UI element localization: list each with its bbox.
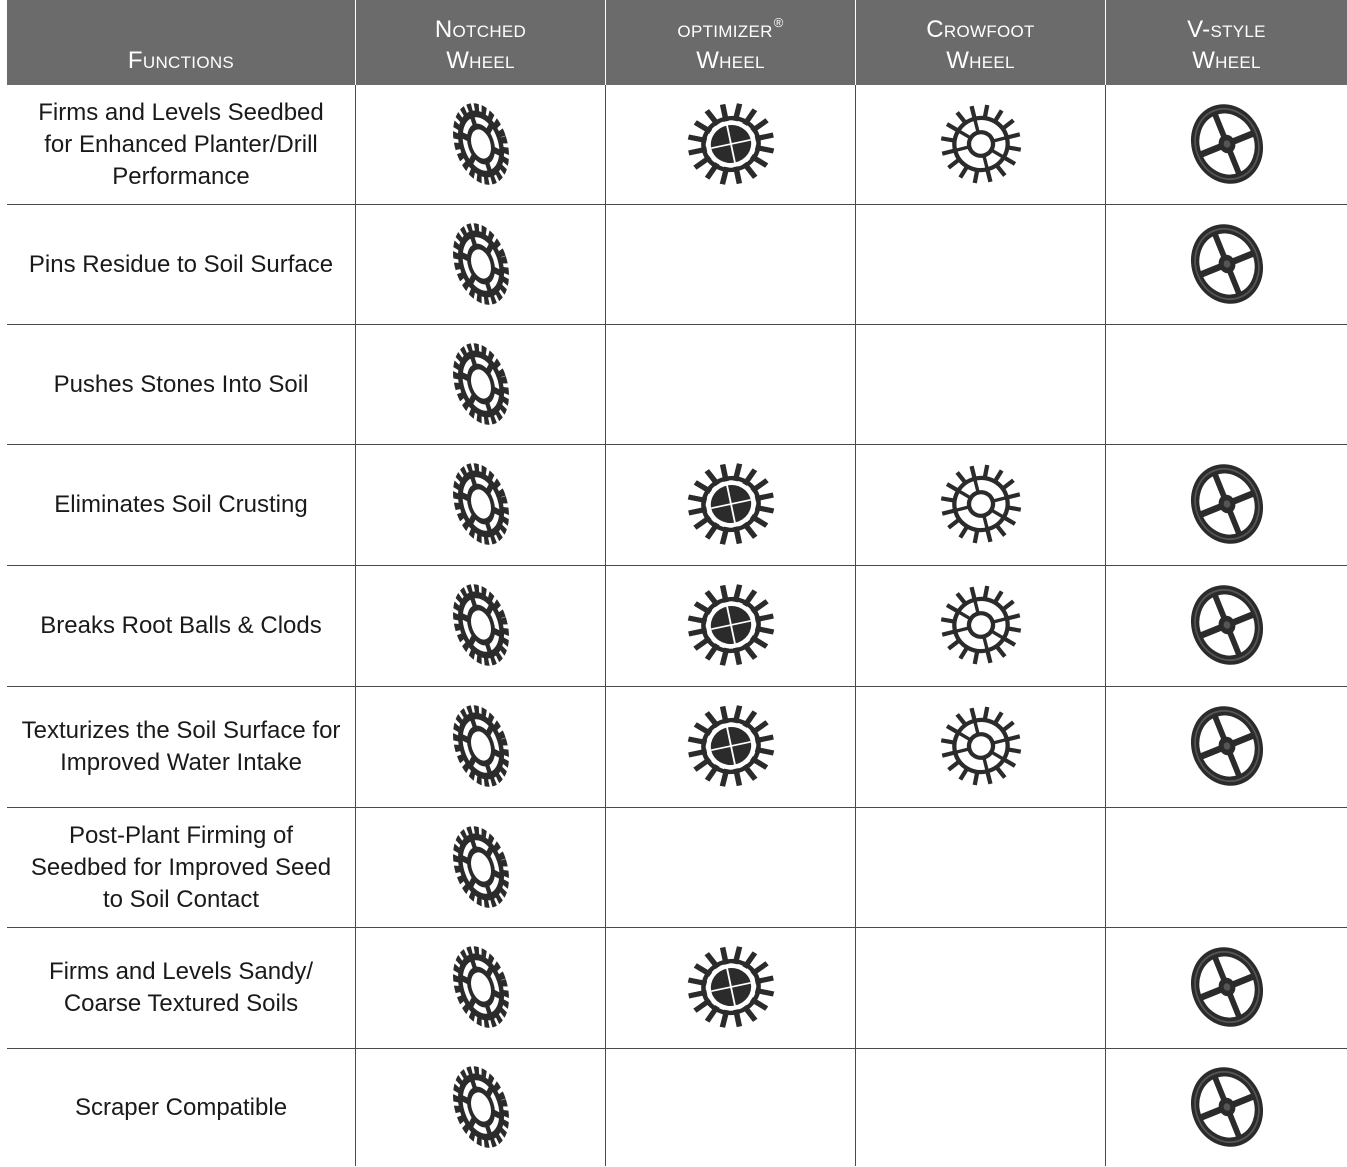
notched-wheel-icon	[441, 222, 521, 308]
header-notched-wheel	[355, 0, 605, 85]
function-cell	[7, 85, 355, 204]
notched-wheel-icon	[441, 825, 521, 911]
table-row	[7, 85, 1347, 205]
table-row	[7, 205, 1347, 325]
v-style-wheel-icon	[1179, 102, 1275, 188]
table-body	[7, 85, 1347, 1166]
notched-cell	[355, 85, 605, 204]
optimizer-cell	[605, 1049, 855, 1166]
vstyle-cell	[1105, 928, 1347, 1048]
header-optimizer-line2: Wheel	[696, 47, 765, 74]
optimizer-wheel-icon	[683, 704, 779, 790]
registered-mark: ®	[773, 15, 784, 30]
notched-cell	[355, 1049, 605, 1166]
notched-cell	[355, 205, 605, 324]
table-row	[7, 808, 1347, 928]
optimizer-wheel-icon	[683, 945, 779, 1031]
v-style-wheel-icon	[1179, 462, 1275, 548]
function-label: Firms and Levels Sandy/ Coarse Textured Soils	[48, 958, 314, 1017]
function-cell	[7, 1049, 355, 1166]
notched-wheel-icon	[441, 583, 521, 669]
header-crowfoot-wheel	[855, 0, 1105, 85]
crowfoot-wheel-icon	[935, 462, 1027, 548]
optimizer-cell	[605, 566, 855, 686]
notched-cell	[355, 566, 605, 686]
crowfoot-cell	[855, 566, 1105, 686]
header-notched-line2: Wheel	[446, 47, 515, 74]
crowfoot-wheel-icon	[935, 102, 1027, 188]
optimizer-cell	[605, 445, 855, 565]
header-optimizer-line1: optimizer	[677, 16, 773, 43]
optimizer-cell	[605, 808, 855, 927]
vstyle-cell	[1105, 687, 1347, 807]
vstyle-cell	[1105, 325, 1347, 444]
notched-wheel-icon	[441, 704, 521, 790]
notched-wheel-icon	[441, 462, 521, 548]
function-cell	[7, 205, 355, 324]
header-functions	[7, 0, 355, 85]
table-row	[7, 1049, 1347, 1166]
function-label: Post-Plant Firming of Seedbed for Improved Seed to Soil Contact	[30, 821, 332, 913]
notched-wheel-icon	[441, 342, 521, 428]
vstyle-cell	[1105, 1049, 1347, 1166]
crowfoot-cell	[855, 325, 1105, 444]
crowfoot-cell	[855, 445, 1105, 565]
header-notched-line1: Notched	[434, 16, 527, 43]
function-label: Eliminates Soil Crusting	[54, 491, 308, 518]
function-cell	[7, 445, 355, 565]
notched-cell	[355, 808, 605, 927]
optimizer-cell	[605, 325, 855, 444]
header-crowfoot-line2: Wheel	[946, 47, 1015, 74]
optimizer-cell	[605, 687, 855, 807]
function-cell	[7, 566, 355, 686]
vstyle-cell	[1105, 85, 1347, 204]
header-v-style-wheel	[1105, 0, 1347, 85]
function-cell	[7, 687, 355, 807]
optimizer-cell	[605, 85, 855, 204]
crowfoot-wheel-icon	[935, 583, 1027, 669]
function-cell	[7, 808, 355, 927]
notched-cell	[355, 325, 605, 444]
function-label: Pins Residue to Soil Surface	[28, 250, 334, 278]
table-row	[7, 687, 1347, 808]
crowfoot-wheel-icon	[935, 704, 1027, 790]
header-functions-label: Functions	[127, 47, 235, 74]
v-style-wheel-icon	[1179, 583, 1275, 669]
optimizer-cell	[605, 205, 855, 324]
table-row	[7, 445, 1347, 566]
crowfoot-cell	[855, 687, 1105, 807]
notched-wheel-icon	[441, 1065, 521, 1151]
function-label: Texturizes the Soil Surface for Improved Water Intake	[21, 717, 341, 776]
vstyle-cell	[1105, 445, 1347, 565]
function-label: Scraper Compatible	[74, 1093, 288, 1121]
function-label: Breaks Root Balls & Clods	[40, 612, 322, 639]
v-style-wheel-icon	[1179, 1065, 1275, 1151]
table-row	[7, 566, 1347, 687]
table-row	[7, 325, 1347, 445]
table-header	[7, 0, 1347, 85]
optimizer-wheel-icon	[683, 102, 779, 188]
optimizer-wheel-icon	[683, 462, 779, 548]
header-vstyle-line2: Wheel	[1192, 47, 1261, 74]
optimizer-cell	[605, 928, 855, 1048]
notched-cell	[355, 445, 605, 565]
vstyle-cell	[1105, 808, 1347, 927]
crowfoot-cell	[855, 928, 1105, 1048]
function-cell	[7, 325, 355, 444]
notched-wheel-icon	[441, 102, 521, 188]
notched-cell	[355, 928, 605, 1048]
header-crowfoot-line1: Crowfoot	[926, 16, 1035, 43]
vstyle-cell	[1105, 205, 1347, 324]
function-label: Pushes Stones Into Soil	[53, 370, 309, 398]
v-style-wheel-icon	[1179, 704, 1275, 790]
notched-cell	[355, 687, 605, 807]
vstyle-cell	[1105, 566, 1347, 686]
function-label: Firms and Levels Seedbed for Enhanced Planter/Drill Performance	[38, 98, 324, 190]
crowfoot-cell	[855, 808, 1105, 927]
notched-wheel-icon	[441, 945, 521, 1031]
v-style-wheel-icon	[1179, 945, 1275, 1031]
crowfoot-cell	[855, 1049, 1105, 1166]
header-optimizer-wheel	[605, 0, 855, 85]
table-row	[7, 928, 1347, 1049]
crowfoot-cell	[855, 205, 1105, 324]
v-style-wheel-icon	[1179, 222, 1275, 308]
header-vstyle-line1: V-style	[1187, 16, 1266, 43]
optimizer-wheel-icon	[683, 583, 779, 669]
crowfoot-cell	[855, 85, 1105, 204]
function-cell	[7, 928, 355, 1048]
